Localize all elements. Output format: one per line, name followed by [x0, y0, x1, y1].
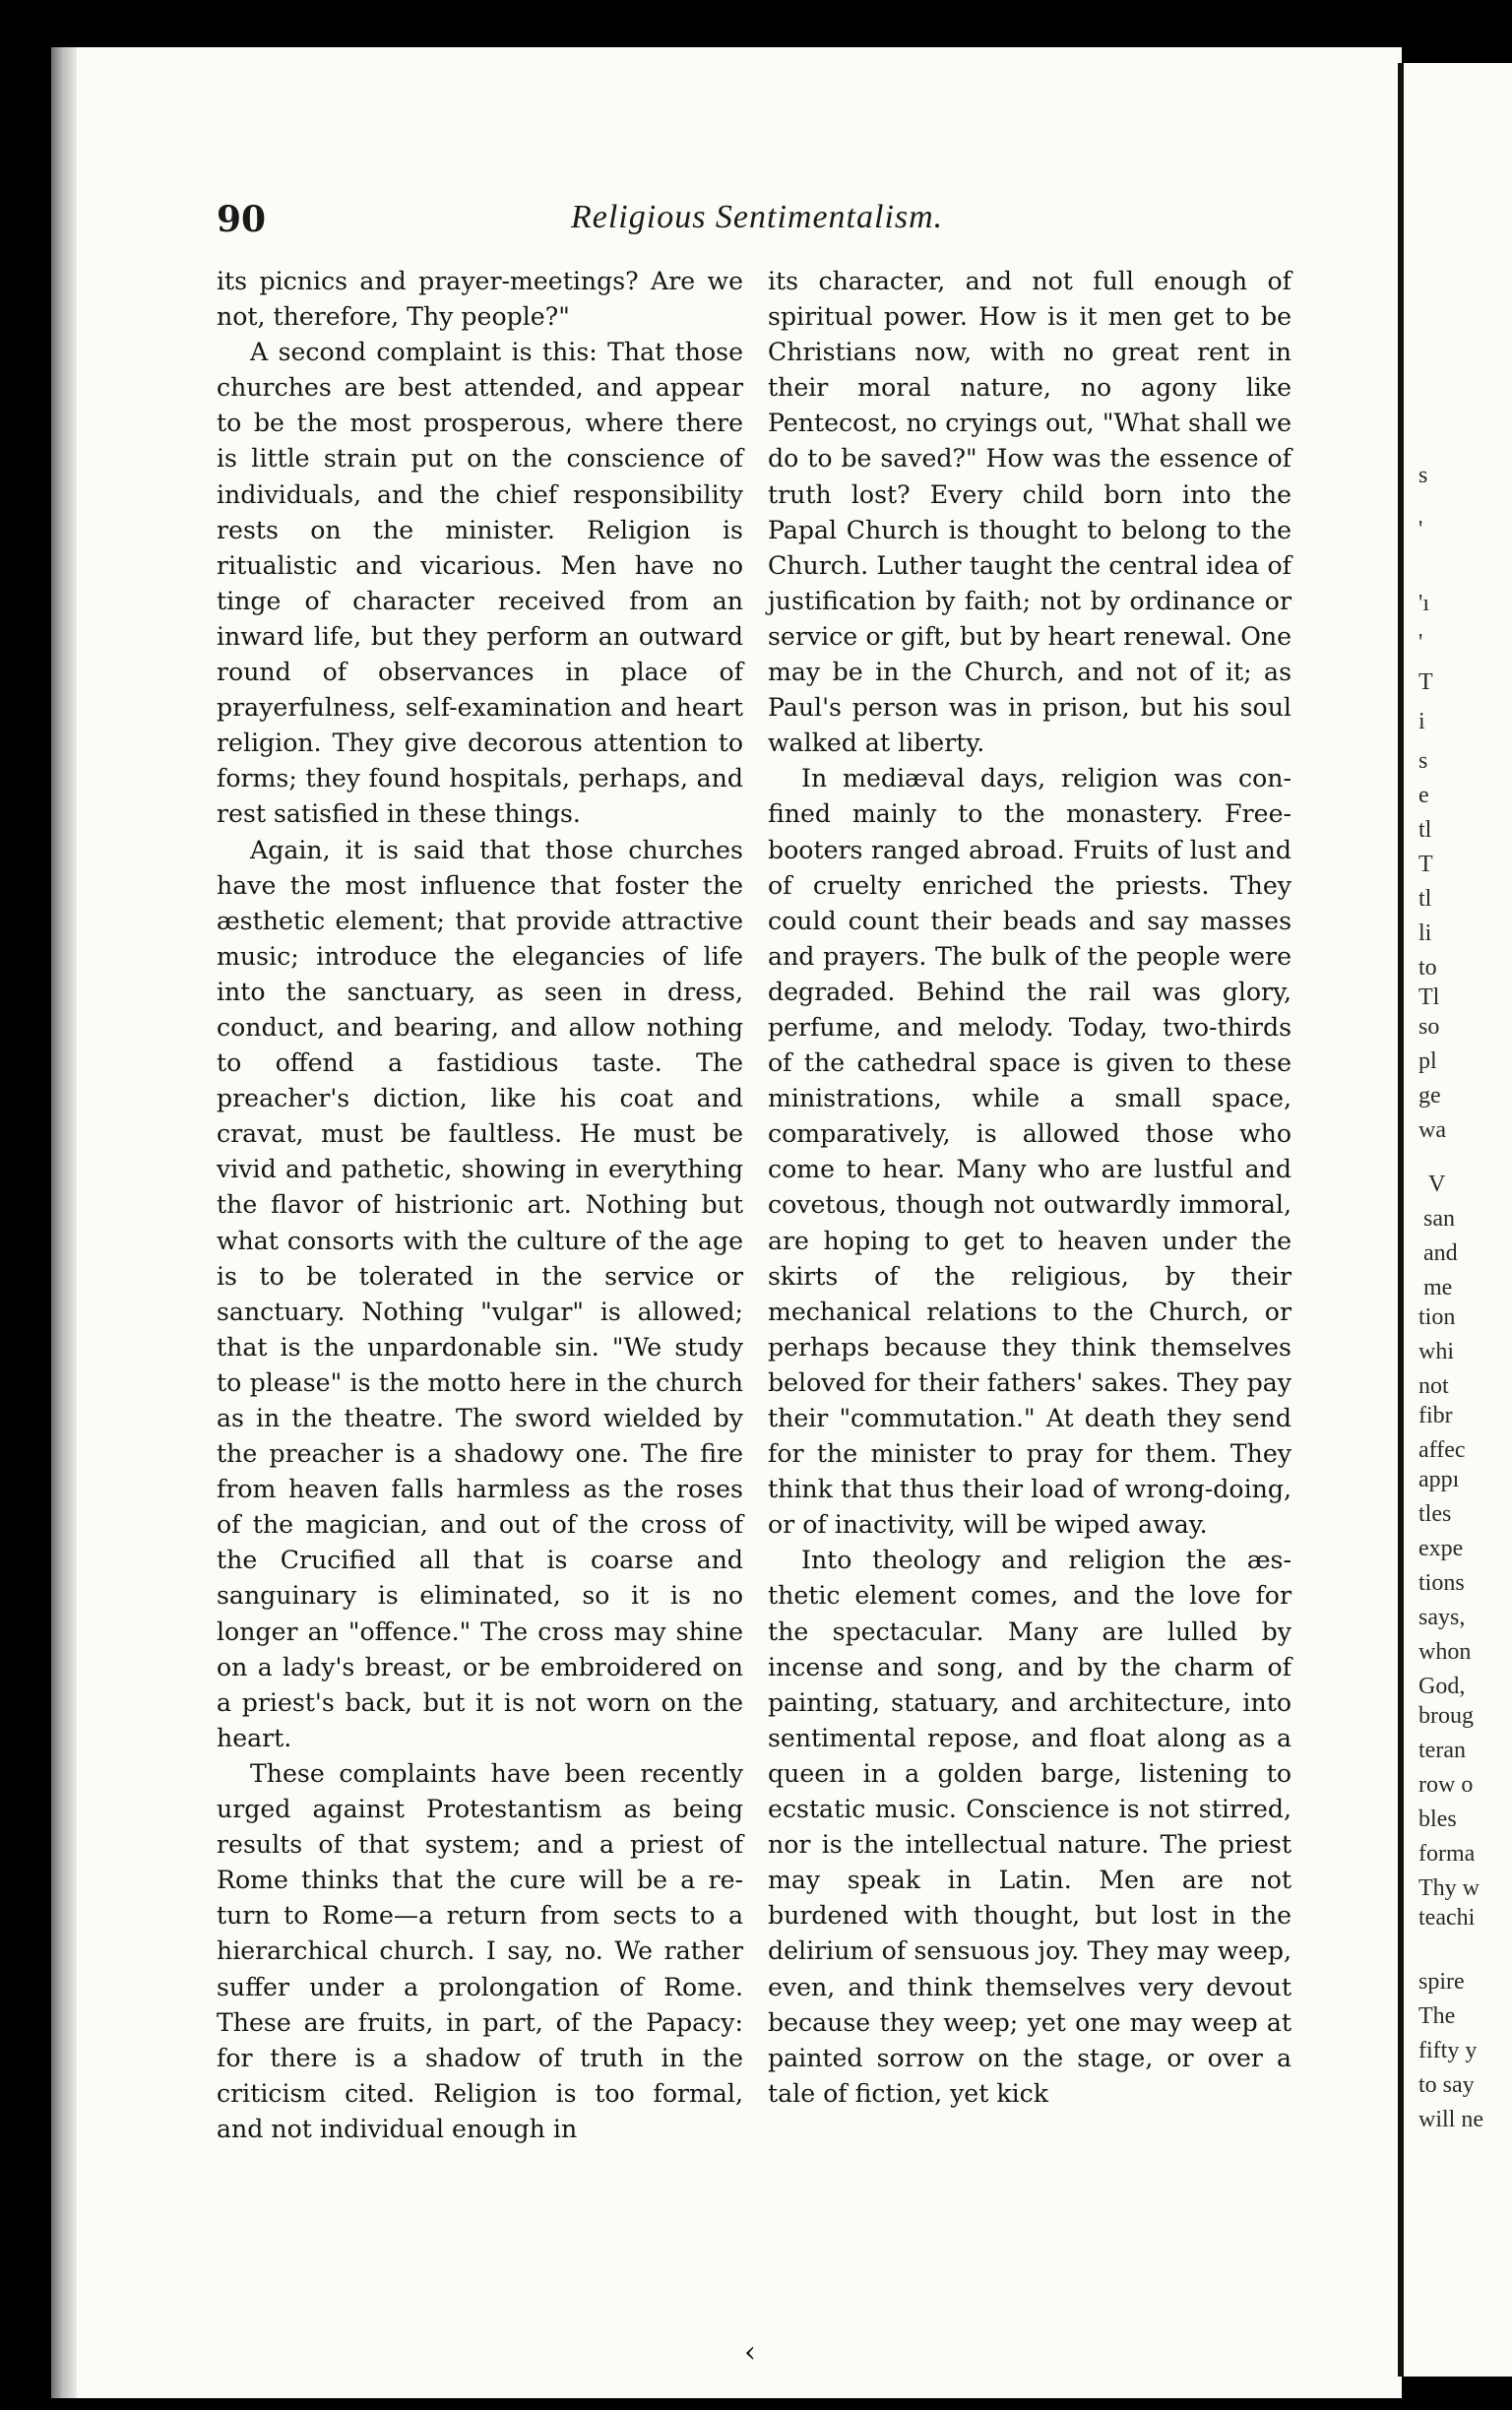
bottom-mark: ‹	[744, 2335, 756, 2370]
adjacent-page-fragment: forma	[1418, 1841, 1476, 1867]
adjacent-page-fragment: tles	[1418, 1501, 1452, 1527]
adjacent-page-fragment: to	[1418, 955, 1437, 981]
adjacent-page-fragment: 'ı	[1418, 591, 1429, 616]
adjacent-page-fragment: says,	[1418, 1605, 1466, 1630]
adjacent-page-fragment: God,	[1418, 1674, 1466, 1699]
adjacent-page-fragment: appı	[1418, 1467, 1460, 1492]
page-gutter-shadow	[51, 47, 77, 2398]
adjacent-page-fragment: wa	[1418, 1117, 1446, 1143]
adjacent-page-fragment: not	[1418, 1373, 1449, 1399]
adjacent-page-fragment: spire	[1418, 1969, 1465, 1995]
adjacent-page-fragment: and	[1423, 1240, 1458, 1266]
adjacent-page-fragment: pl	[1418, 1048, 1437, 1074]
adjacent-page-fragment: Thy w	[1418, 1875, 1480, 1901]
page-number: 90	[217, 199, 267, 240]
right-text-column	[768, 264, 1292, 2112]
adjacent-page-fragment: teachi	[1418, 1905, 1476, 1931]
adjacent-page-fragment: Tl	[1418, 984, 1440, 1010]
adjacent-page-fragment: ge	[1418, 1083, 1441, 1109]
adjacent-page-fragment: s	[1418, 748, 1428, 774]
adjacent-page-fragment: T	[1418, 852, 1433, 877]
paragraph: These complaints have been recently urged against Protestantism as being results of that system; and a priest of Rome thinks that the cure will be a return to Rome—a return from sects to a hierarchical church. I say, no. We rather suffer under a prolongation of Rome. These are fruits, in part, of the Papacy: for there is a shadow of truth in the criticism cited. Religion is too formal, and not individual enough in	[217, 1758, 743, 2143]
adjacent-page-fragment: whi	[1418, 1339, 1454, 1364]
running-title: Religious Sentimentalism.	[571, 199, 944, 235]
adjacent-page-fragment: li	[1418, 920, 1432, 946]
adjacent-page-fragment: tl	[1418, 817, 1432, 843]
adjacent-page-fragment: tion	[1418, 1304, 1456, 1330]
adjacent-page-fragment: tions	[1418, 1570, 1465, 1596]
adjacent-page-fragment: '	[1418, 517, 1423, 542]
adjacent-page-fragment: fibr	[1418, 1403, 1453, 1428]
page-header	[217, 199, 1290, 248]
adjacent-page-fragment: affec	[1418, 1437, 1466, 1463]
adjacent-page-fragment: san	[1423, 1206, 1455, 1232]
paragraph: A second complaint is this: That those churches are best attended, and appear to be the most prosperous, where there is little strain put on the conscience of individuals, and the chief responsibility rests on the minister. Religion is ritualistic and vicarious. Men have no tinge of character received from an inward life, but they perform an outward round of observances in place of prayerfulness, self-examination and heart religion. They give decorous attention to forms; they found hospitals, perhaps, and rest satisfied in these things.	[217, 338, 743, 829]
adjacent-page-fragment: teran	[1418, 1738, 1466, 1763]
adjacent-page-fragment: T	[1418, 669, 1433, 695]
adjacent-page-fragment: so	[1418, 1014, 1440, 1040]
adjacent-page-fragment: whon	[1418, 1639, 1472, 1665]
adjacent-page-fragment: row o	[1418, 1772, 1474, 1798]
paragraph: its character, and not full enough of spiritual power. How is it men get to be Christians now, with no great rent in their moral nature, no agony like Pentecost, no cryings out, "What shall we do to be saved?" How was the essence of truth lost? Every child born into the Papal Church is thought to belong to the Church. Luther taught the central idea of justification by faith; not by ordinance or service or gift, but by heart renewal. One may be in the Church, and not of it; as Paul's person was in prison, but his soul walked at liberty.	[768, 267, 1292, 758]
adjacent-page-fragment: V	[1428, 1172, 1446, 1197]
paragraph: In mediæval days, religion was confined mainly to the monastery. Freebooters ranged abroad. Fruits of lust and of cruelty enriched the priests. They could count their beads and say masses and prayers. The bulk of the people were degraded. Behind the rail was glory, perfume, and melody. Today, two-thirds of the cathedral space is given to these ministrations, while a small space, comparatively, is allowed those who come to hear. Many who are lustful and covetous, though not outwardly immoral, are hoping to get to heaven under the skirts of the religious, by their mechanical relations to the Church, or perhaps because they think themselves beloved for their fathers' sakes. They pay their "commutation." At death they send for the minister to pray for them. They think that thus their load of wrong-doing, or of inactivity, will be wiped away.	[768, 764, 1292, 1540]
adjacent-page-fragment: bles	[1418, 1807, 1457, 1832]
adjacent-page-fragment: i	[1418, 709, 1425, 734]
paragraph: its picnics and prayer-meetings? Are we not, therefore, Thy people?"	[217, 267, 743, 332]
paragraph: Into theology and religion the æsthetic element comes, and the love for the spectacular. Many are lulled by incense and song, and by the charm of painting, statuary, and architecture, into sentimental repose, and float along as a queen in a golden barge, listening to ecstatic music. Conscience is not stirred, nor is the intellectual nature. The priest may speak in Latin. Men are not burdened with thought, but lost in the delirium of sensuous joy. They may weep, even, and think themselves very devout because they weep; yet one may weep at painted sorrow on the stage, or over a tale of fiction, yet kick	[768, 1546, 1292, 2108]
left-text-column	[217, 264, 743, 2147]
adjacent-page-fragment: fifty y	[1418, 2038, 1478, 2063]
adjacent-page-fragment: me	[1423, 1275, 1453, 1300]
adjacent-page-fragment: e	[1418, 783, 1429, 808]
adjacent-page-fragment: expe	[1418, 1536, 1464, 1561]
adjacent-page-fragment: The	[1418, 2003, 1456, 2029]
adjacent-page-fragment: broug	[1418, 1703, 1474, 1729]
paragraph: Again, it is said that those churches have the most influence that foster the æsthetic element; that provide attractive music; introduce the elegancies of life into the sanctuary, as seen in dress, conduct, and bearing, and allow nothing to offend a fastidious taste. The preacher's diction, like his coat and cravat, must be faultless. He must be vivid and pathetic, showing in everything the flavor of histrionic art. Nothing but what consorts with the culture of the age is to be tolerated in the service or sanctuary. Nothing "vulgar" is allowed; that is the unpardonable sin. "We study to please" is the motto here in the church as in the theatre. The sword wielded by the preacher is a shadowy one. The fire from heaven falls harmless as the roses of the magician, and out of the cross of the Crucified all that is coarse and sanguinary is eliminated, so it is no longer an "offence." The cross may shine on a lady's breast, or be embroidered on a priest's back, but it is not worn on the heart.	[217, 835, 743, 1752]
adjacent-page-edge	[1398, 63, 1512, 2377]
adjacent-page-fragment: tl	[1418, 886, 1432, 912]
adjacent-page-fragment: to say	[1418, 2072, 1475, 2098]
adjacent-page-fragment: s	[1418, 463, 1428, 488]
adjacent-page-fragment: will ne	[1418, 2107, 1483, 2132]
adjacent-page-fragment: '	[1418, 630, 1423, 656]
